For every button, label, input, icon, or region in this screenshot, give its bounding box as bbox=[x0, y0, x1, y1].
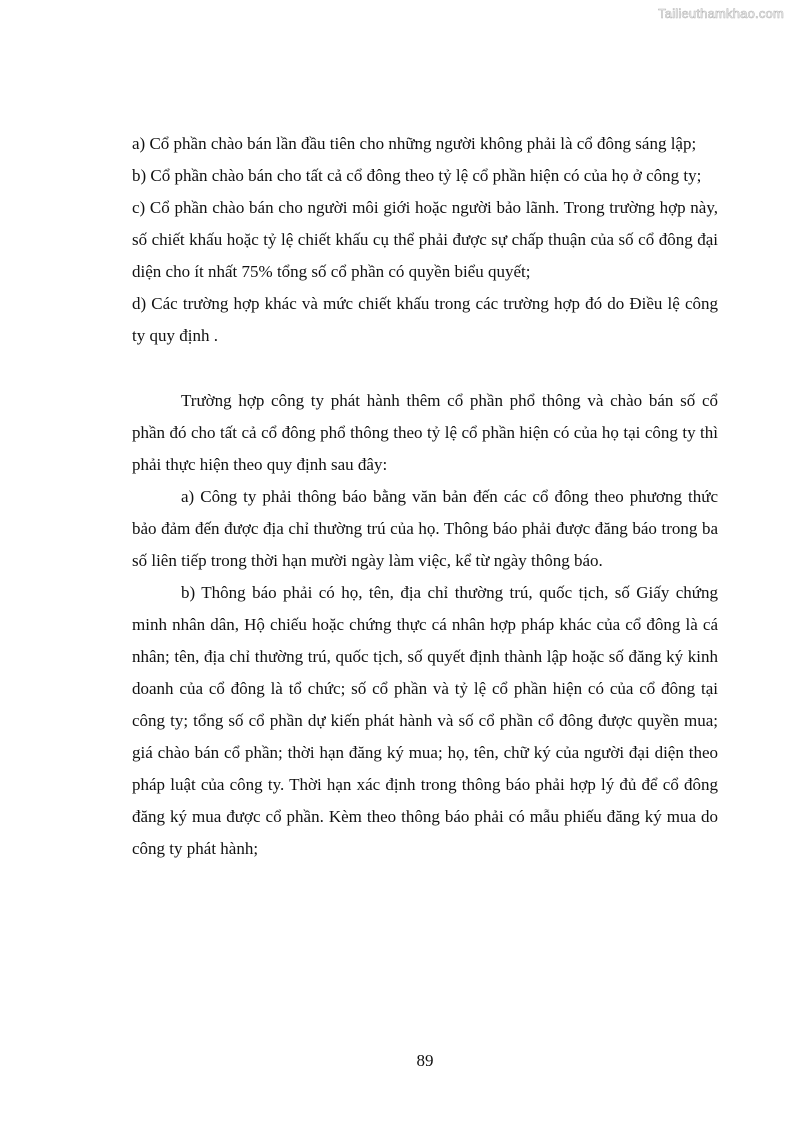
clause-a: a) Công ty phải thông báo bằng văn bản đến các cổ đông theo phương thức bảo đảm đến được địa chỉ thường trú của họ. Thông báo phải được đăng báo trong ba số liên tiếp trong thời hạn mười ngày làm việc, kể từ ngày thông báo. bbox=[132, 487, 718, 570]
document-body bbox=[132, 128, 718, 865]
clause-b: b) Thông báo phải có họ, tên, địa chỉ thường trú, quốc tịch, số Giấy chứng minh nhân dân, Hộ chiếu hoặc chứng thực cá nhân hợp pháp khác của cổ đông là cá nhân; tên, địa chỉ thường trú, quốc tịch, số quyết định thành lập hoặc số đăng ký kinh doanh của cổ đông là tổ chức; số cổ phần và tỷ lệ cổ phần hiện có của cổ đông tại công ty; tổng số cổ phần dự kiến phát hành và số cổ phần cổ đông được quyền mua; giá chào bán cổ phần; thời hạn đăng ký mua; họ, tên, chữ ký của người đại diện theo pháp luật của công ty. Thời hạn xác định trong thông báo phải hợp lý đủ để cổ đông đăng ký mua được cổ phần. Kèm theo thông báo phải có mẫu phiếu đăng ký mua do công ty phát hành; bbox=[132, 583, 718, 858]
list-item-b: b) Cổ phần chào bán cho tất cả cổ đông theo tỷ lệ cổ phần hiện có của họ ở công ty; bbox=[132, 166, 702, 185]
list-item-c: c) Cổ phần chào bán cho người môi giới hoặc người bảo lãnh. Trong trường hợp này, số chiết khấu hoặc tỷ lệ chiết khấu cụ thể phải được sự chấp thuận của số cổ đông đại diện cho ít nhất 75% tổng số cổ phần có quyền biểu quyết; bbox=[132, 198, 718, 281]
watermark-text: Tailieuthamkhao.com bbox=[658, 6, 784, 21]
paragraph-gap bbox=[132, 352, 718, 385]
page-number: 89 bbox=[416, 1051, 434, 1070]
list-item-a: a) Cổ phần chào bán lần đầu tiên cho những người không phải là cổ đông sáng lập; bbox=[132, 134, 697, 153]
intro-paragraph: Trường hợp công ty phát hành thêm cổ phần phổ thông và chào bán số cổ phần đó cho tất cả cổ đông phổ thông theo tỷ lệ cổ phần hiện có của họ tại công ty thì phải thực hiện theo quy định sau đây: bbox=[132, 391, 718, 474]
list-item-d: d) Các trường hợp khác và mức chiết khấu trong các trường hợp đó do Điều lệ công ty quy định . bbox=[132, 294, 718, 345]
